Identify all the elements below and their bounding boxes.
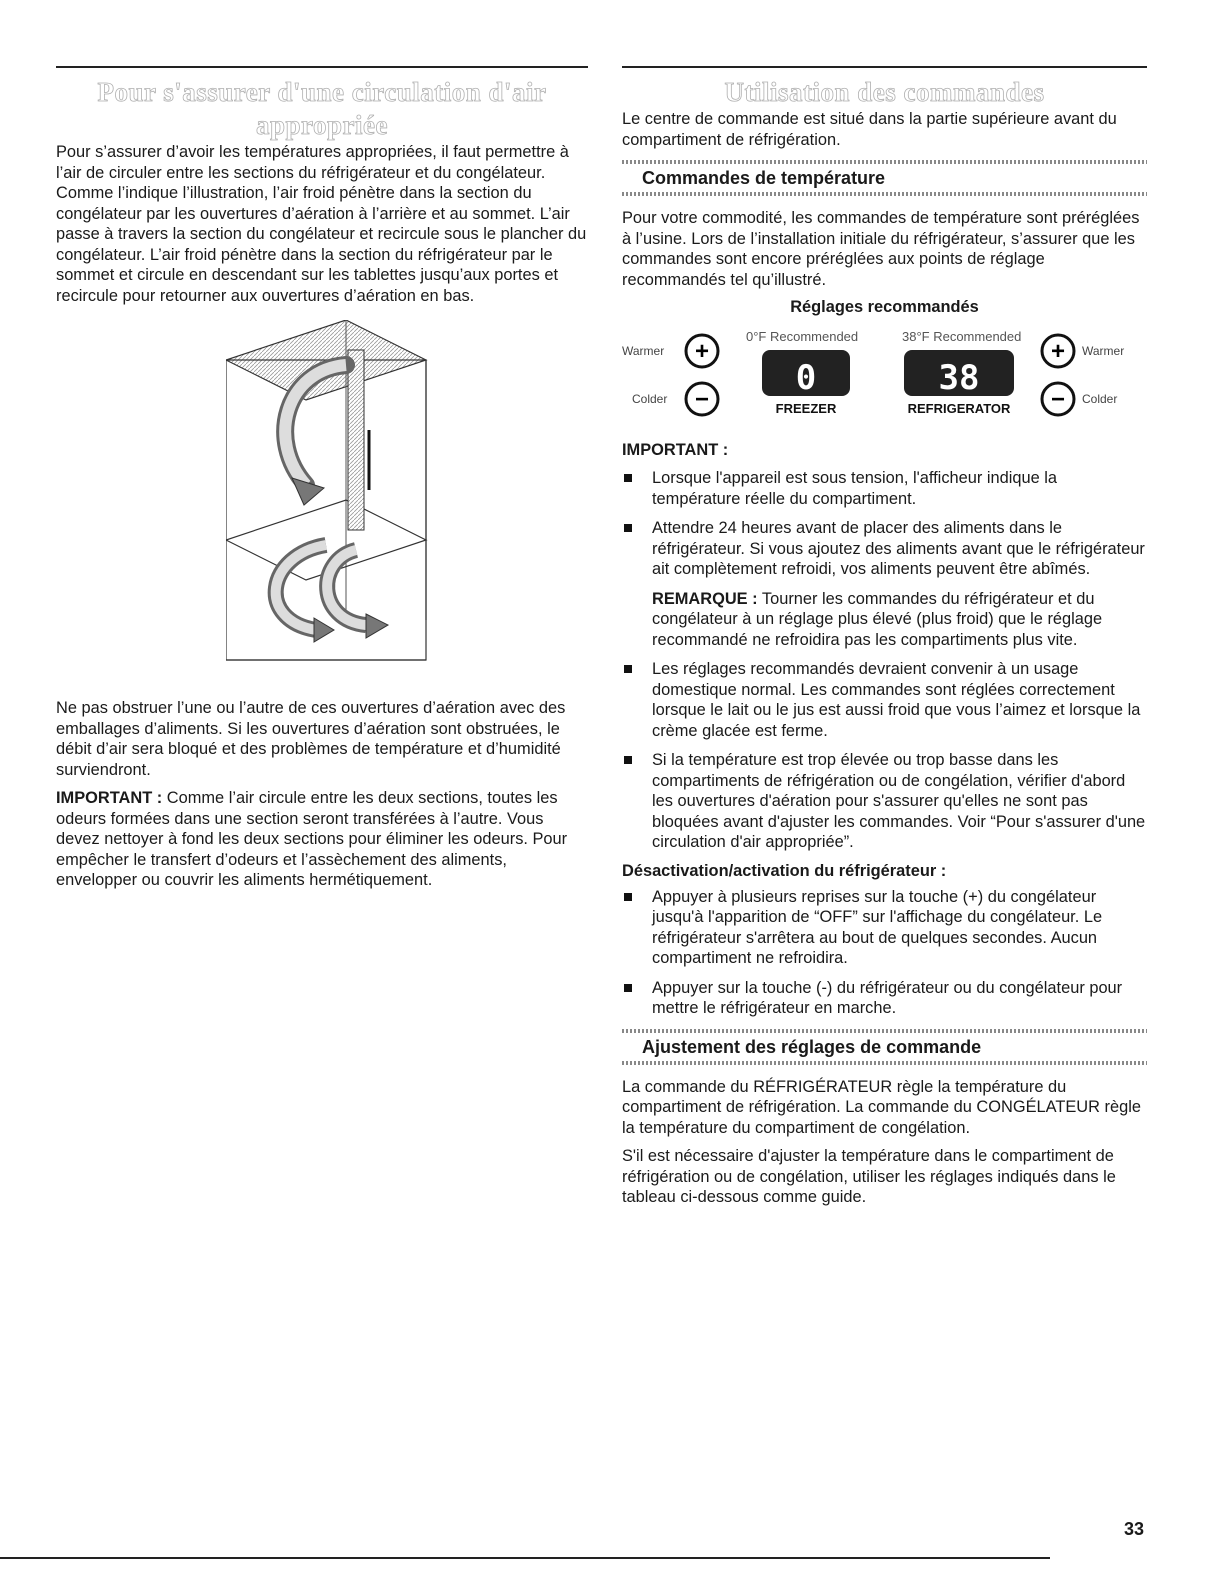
- section-title-controls: Utilisation des commandes: [724, 77, 1045, 107]
- svg-text:+: +: [694, 338, 710, 365]
- subhead-text: Commandes de température: [642, 168, 886, 188]
- freezer-label: FREEZER: [775, 401, 837, 416]
- svg-text:−: −: [1050, 386, 1066, 413]
- bullet-item: Appuyer à plusieurs reprises sur la touche (+) du congélateur jusqu'à l'apparition de “OFF” sur l'affichage du congélateur. Le réfrigérateur s'arrêtera au bout de quelques secondes. Aucun compartiment ne refroidira.: [622, 887, 1147, 969]
- control-panel-illustration: [622, 325, 1147, 437]
- fridge-minus-button[interactable]: [1042, 383, 1074, 415]
- remarque-label: REMARQUE :: [652, 589, 758, 608]
- subhead-temperature-controls: [622, 160, 1147, 196]
- warmer-left-label: Warmer: [622, 344, 665, 358]
- obstruct-paragraph: Ne pas obstruer l’une ou l’autre de ces ouvertures d’aération avec des emballages d’aliments. Si les ouvertures d’aération sont obstruées, le débit d’air sera bloqué et des problèmes de température et d’humidité surviendront.: [56, 699, 566, 779]
- freezer-recommended-label: 0°F Recommended: [746, 329, 859, 344]
- section-title-airflow: Pour s'assurer d'une circulation d'air appropriée: [97, 77, 547, 140]
- colder-right-label: Colder: [1082, 392, 1118, 406]
- important-paragraph: [56, 788, 588, 891]
- on-off-bullets: [622, 887, 1147, 1019]
- subhead-adjusting-controls: [622, 1029, 1147, 1065]
- bullet-item: Si la température est trop élevée ou trop basse dans les compartiments de réfrigération ou de congélation, vérifier d'abord les ouvertures d'aération pour s'assurer qu'elles ne sont pas bloquées avant d'ajuster les commandes. Voir “Pour s'assurer d'une circulation d'air appropriée”.: [622, 750, 1147, 853]
- bullet-item: Appuyer sur la touche (-) du réfrigérateur ou du congélateur pour mettre le réfrigérateur en marche.: [622, 978, 1147, 1019]
- colder-left-label: Colder: [632, 392, 668, 406]
- remarque-text: Tourner les commandes du réfrigérateur et du congélateur à un réglage plus élevé (plus froid) que le réglage recommandé ne refroidira pas les compartiments plus vite.: [652, 589, 1103, 649]
- page-number: 33: [1124, 1519, 1145, 1539]
- left-column: [56, 66, 588, 899]
- bullet-item: Lorsque l'appareil est sous tension, l'afficheur indique la température réelle du compartiment.: [622, 468, 1147, 509]
- fridge-label: REFRIGERATOR: [907, 401, 1011, 416]
- fridge-plus-button[interactable]: [1042, 335, 1074, 367]
- bullet-item: Les réglages recommandés devraient convenir à un usage domestique normal. Les commandes sont réglées correctement lorsque le lait ou le jus est aussi froid que vous l’aimez et lorsque la crème glacée est ferme.: [622, 659, 1147, 741]
- factory-preset-paragraph: Pour votre commodité, les commandes de température sont préréglées à l’usine. Lors de l’installation initiale du réfrigérateur, s’assurer que les commandes sont encore préréglées aux points de réglage recommandés tel qu’illustré.: [622, 209, 1140, 289]
- recommended-settings-caption: Réglages recommandés: [790, 298, 979, 316]
- fridge-recommended-label: 38°F Recommended: [902, 329, 1022, 344]
- section-rule: [622, 66, 1147, 68]
- subhead-on-off: Désactivation/activation du réfrigérateur :: [622, 861, 947, 880]
- bullet-item: Attendre 24 heures avant de placer des aliments dans le réfrigérateur. Si vous ajoutez des aliments avant que le réfrigérateur ait complètement refroidi, vos aliments peuvent être abîmés.: [622, 518, 1147, 580]
- bottom-rule: [0, 1557, 1050, 1559]
- airflow-illustration: [226, 320, 456, 680]
- adjust-guide-paragraph: S'il est nécessaire d'ajuster la température dans le compartiment de réfrigération ou de congélation, utiliser les réglages indiqués dans le tableau ci-dessous comme guide.: [622, 1147, 1116, 1206]
- subhead-text: Ajustement des réglages de commande: [642, 1036, 982, 1057]
- important-bullets: [622, 468, 1147, 580]
- freezer-minus-button[interactable]: [686, 383, 718, 415]
- airflow-paragraph: Pour s’assurer d’avoir les températures appropriées, il faut permettre à l’air de circuler entre les sections du réfrigérateur et du congélateur. Comme l’indique l’illustration, l’air froid pénètre dans la section du congélateur par les ouvertures d’aération à l’arrière et au sommet. L’air passe à travers la section du congélateur et recircule sous le plancher du congélateur. L’air froid pénètre dans la section du réfrigérateur par le sommet et circule en descendant sur les tablettes jusqu’aux portes et recircule pour retourner aux ouvertures d’aération en bas.: [56, 143, 587, 305]
- settings-bullets: [622, 659, 1147, 853]
- section-rule: [56, 66, 588, 68]
- svg-text:−: −: [694, 386, 710, 413]
- right-column: [622, 66, 1147, 1216]
- warmer-right-label: Warmer: [1082, 344, 1125, 358]
- controls-explanation-paragraph: La commande du RÉFRIGÉRATEUR règle la température du compartiment de réfrigération. La commande du CONGÉLATEUR règle la température du compartiment de congélation.: [622, 1077, 1141, 1137]
- remarque-note: [622, 589, 1147, 651]
- freezer-plus-button[interactable]: [686, 335, 718, 367]
- important-text: Comme l’air circule entre les deux sections, toutes les odeurs formées dans une section seront transférées à l’autre. Vous devez nettoyer à fond les deux sections pour éliminer les odeurs. Pour empêcher le transfert d’odeurs et l’assèchement des aliments, envelopper ou couvrir les aliments hermétiquement.: [56, 789, 568, 889]
- svg-text:+: +: [1050, 338, 1066, 365]
- fridge-display-value: 38: [938, 358, 980, 398]
- freezer-display-value: 0: [795, 358, 817, 398]
- important-label: IMPORTANT :: [56, 789, 163, 807]
- important-heading: IMPORTANT :: [622, 441, 729, 459]
- control-center-intro: Le centre de commande est situé dans la partie supérieure avant du compartiment de réfrigération.: [622, 110, 1117, 149]
